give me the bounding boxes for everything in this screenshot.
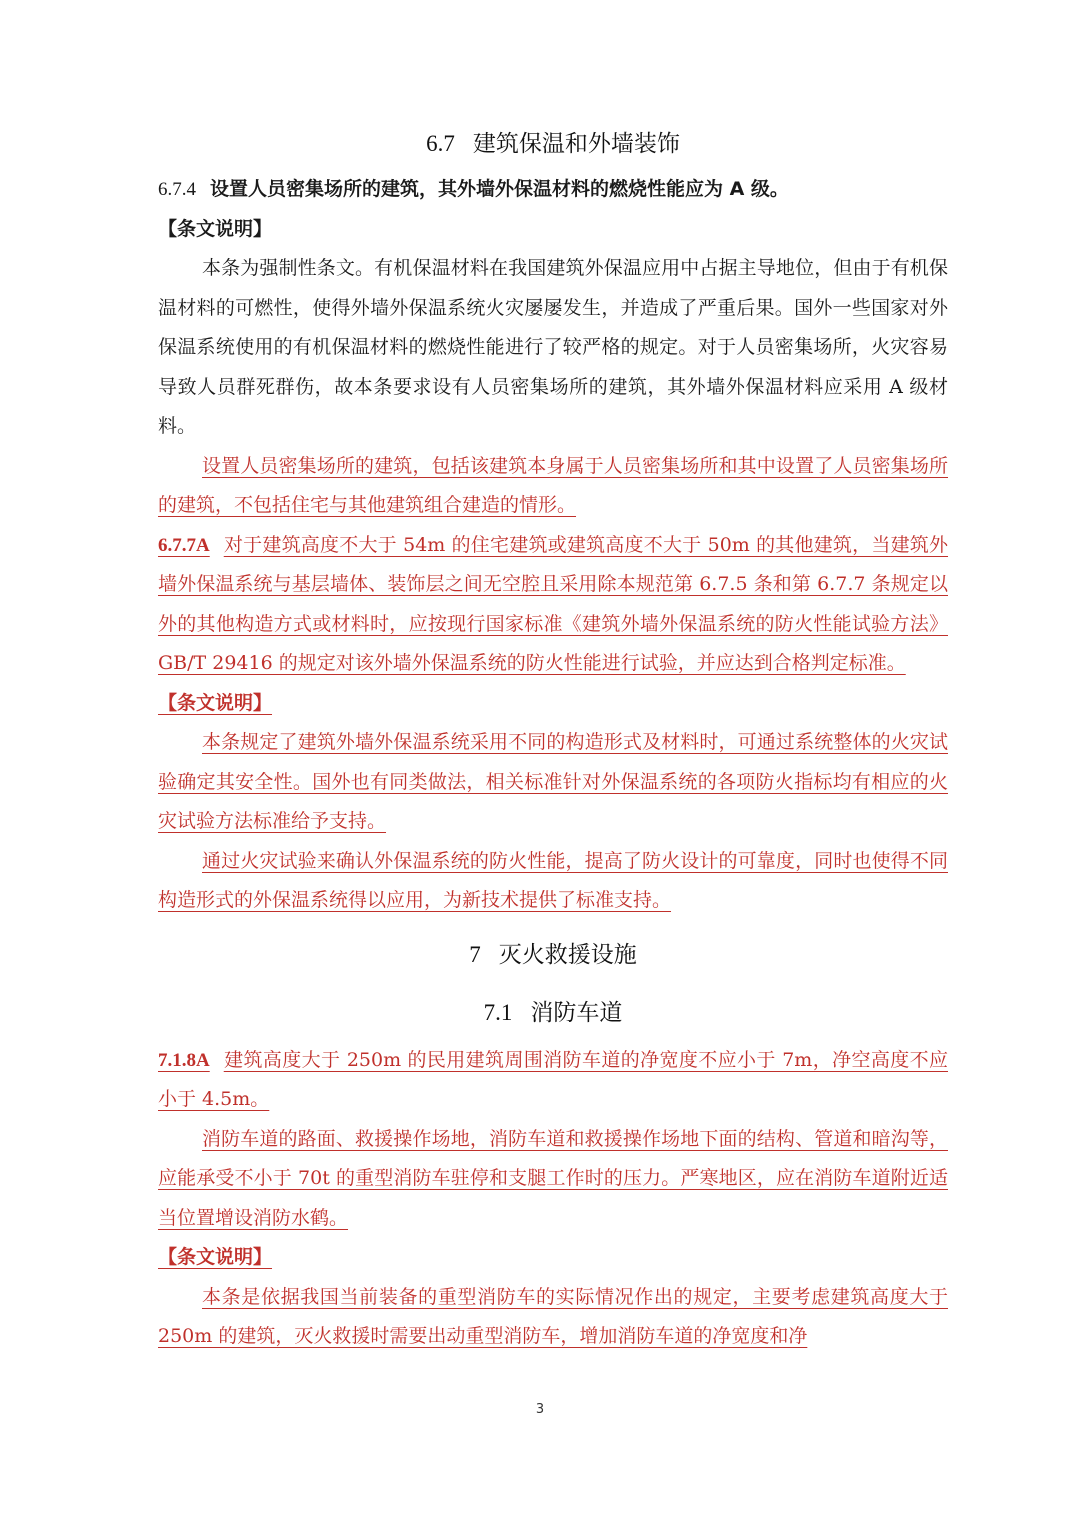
clause-number: 7.1.8A: [158, 1049, 210, 1071]
explanation-label-revised: 【条文说明】: [158, 691, 273, 714]
chapter-heading-7: [158, 931, 948, 979]
chapter-number: 7: [469, 941, 481, 967]
section-title: 消防车道: [530, 999, 623, 1026]
section-title: 建筑保温和外墙装饰: [472, 131, 680, 157]
section-number: 6.7: [426, 131, 455, 156]
clause-text: 建筑高度大于 250m 的民用建筑周围消防车道的净宽度不应小于 7m，净空高度不应小于 4.5m。: [158, 1048, 948, 1110]
revision-text: 消防车道的路面、救援操作场地，消防车道和救援操作场地下面的结构、管道和暗沟等，应能承受不小于 70t 的重型消防车驻停和支腿工作时的压力。严寒地区，应在消防车道附近适当位置增设消防水鹤。: [158, 1127, 948, 1229]
clause-text: 设置人员密集场所的建筑，其外墙外保温材料的燃烧性能应为 A 级。: [210, 178, 789, 200]
page-number: 3: [535, 1402, 545, 1417]
section-heading-7-1: [158, 989, 948, 1037]
explanation-paragraph: 本条为强制性条文。有机保温材料在我国建筑外保温应用中占据主导地位，但由于有机保温材料的可燃性，使得外墙外保温系统火灾屡屡发生，并造成了严重后果。国外一些国家对外保温系统使用的有机保温材料的燃烧性能进行了较严格的规定。对于人员密集场所，火灾容易导致人员群死群伤，故本条要求设有人员密集场所的建筑，其外墙外保温材料应采用 A 级材料。: [158, 257, 948, 437]
revision-text: 设置人员密集场所的建筑，包括该建筑本身属于人员密集场所和其中设置了人员密集场所的建筑，不包括住宅与其他建筑组合建造的情形。: [158, 454, 948, 516]
revision-paragraph: [158, 1278, 948, 1357]
chapter-title: 灭火救援设施: [498, 941, 637, 968]
revision-text: 本条规定了建筑外墙外保温系统采用不同的构造形式及材料时，可通过系统整体的火灾试验确定其安全性。国外也有同类做法，相关标准针对外保温系统的各项防火指标均有相应的火灾试验方法标准给予支持。: [158, 731, 948, 832]
clause-number: 6.7.4: [158, 179, 196, 200]
clause-number: 6.7.7A: [158, 534, 210, 556]
section-heading-6-7: [158, 120, 948, 168]
explanation-label: 【条文说明】: [158, 217, 273, 240]
clause-7-1-8a: [158, 1041, 948, 1120]
page-content: [158, 120, 948, 1357]
explanation-label-revised: 【条文说明】: [158, 1246, 273, 1268]
section-number: 7.1: [483, 999, 513, 1025]
revision-text: 本条是依据我国当前装备的重型消防车的实际情况作出的规定，主要考虑建筑高度大于 250m 的建筑，灭火救援时需要出动重型消防车，增加消防车道的净宽度和净: [158, 1285, 948, 1347]
revision-paragraph: [158, 842, 948, 921]
revision-text: 通过火灾试验来确认外保温系统的防火性能，提高了防火设计的可靠度，同时也使得不同构造形式的外保温系统得以应用，为新技术提供了标准支持。: [158, 849, 948, 911]
revision-paragraph: [158, 447, 948, 526]
revision-paragraph: [158, 1120, 948, 1239]
clause-6-7-4: [158, 170, 948, 210]
clause-6-7-7a: [158, 526, 948, 684]
clause-text: 对于建筑高度不大于 54m 的住宅建筑或建筑高度不大于 50m 的其他建筑，当建筑外墙外保温系统与基层墙体、装饰层之间无空腔且采用除本规范第 6.7.5 条和第 6.7.7 条规定以外的其他构造方式或材料时，应按现行国家标准《建筑外墙外保温系统的防火性能试验方法》GB/T 29416 的规定对该外墙外保温系统的防火性能进行试验，并应达到合格判定标准。: [158, 533, 949, 674]
revision-paragraph: [158, 723, 948, 842]
